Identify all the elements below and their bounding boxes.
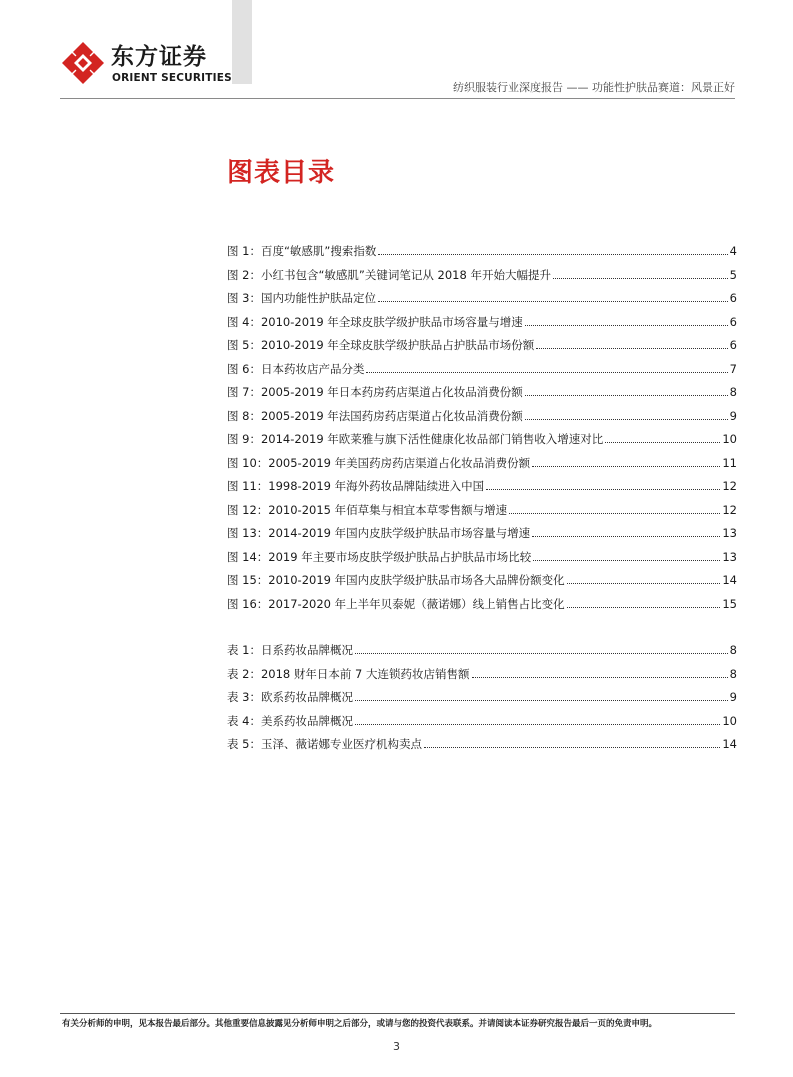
dot-leader [486, 489, 720, 490]
toc-entry-label[interactable]: 图 12：2010-2015 年佰草集与相宜本草零售额与增速 [227, 502, 508, 517]
toc-entry-label[interactable]: 表 2：2018 财年日本前 7 大连锁药妆店销售额 [227, 666, 470, 681]
dot-leader [472, 677, 728, 678]
figure-toc-entry[interactable] [227, 593, 737, 617]
toc-page-number[interactable]: 10 [722, 432, 737, 446]
figure-toc-entry[interactable] [227, 428, 737, 452]
toc-entry-label[interactable]: 表 1：日系药妆品牌概况 [227, 643, 353, 657]
dot-leader [509, 513, 720, 514]
dot-leader [567, 607, 721, 608]
logo-chinese-name: 东方证券 [111, 44, 207, 70]
table-toc-entry[interactable] [227, 733, 737, 757]
dot-leader [532, 536, 720, 537]
toc-page-number[interactable]: 13 [722, 549, 737, 564]
toc-page-number[interactable]: 9 [729, 690, 737, 704]
dot-leader [605, 442, 720, 443]
report-title: 纺织服装行业深度报告 —— 功能性护肤品赛道：风景正好 [453, 81, 735, 94]
orient-logo-mark-icon [60, 40, 106, 86]
dot-leader [525, 419, 728, 420]
toc-entry-label[interactable]: 图 16：2017-2020 年上半年贝泰妮（薇诺娜）线上销售占比变化 [227, 596, 565, 611]
page-title: 图表目录 [227, 158, 336, 188]
dot-leader [355, 653, 728, 654]
logo-english-name: ORIENT SECURITIES [112, 72, 232, 84]
toc-page-number[interactable]: 7 [729, 361, 737, 376]
toc-page-number[interactable]: 6 [729, 338, 737, 352]
toc-page-number[interactable]: 12 [722, 479, 737, 493]
dot-leader [525, 395, 728, 396]
toc-entry-label[interactable]: 图 3：国内功能性护肤品定位 [227, 291, 376, 305]
page-number: 3 [393, 1040, 400, 1053]
toc-entry-label[interactable]: 图 8：2005-2019 年法国药房药店渠道占化妆品消费份额 [227, 408, 523, 423]
toc-page-number[interactable]: 9 [729, 408, 737, 423]
toc-entry-label[interactable]: 图 15：2010-2019 年国内皮肤学级护肤品市场各大品牌份额变化 [227, 573, 565, 587]
toc-entry-label[interactable]: 图 11：1998-2019 年海外药妆品牌陆续进入中国 [227, 479, 485, 493]
toc-page-number[interactable]: 8 [729, 643, 737, 657]
toc-entry-label[interactable]: 表 5：玉泽、薇诺娜专业医疗机构卖点 [227, 737, 422, 751]
figure-toc-entry[interactable] [227, 311, 737, 335]
toc-page-number[interactable]: 5 [729, 267, 737, 282]
figure-toc-entry[interactable] [227, 569, 737, 593]
table-toc-entry[interactable] [227, 710, 737, 734]
figure-toc-entry[interactable] [227, 264, 737, 288]
toc-entry-label[interactable]: 图 7：2005-2019 年日本药房药店渠道占化妆品消费份额 [227, 385, 523, 399]
toc-entry-label[interactable]: 表 3：欧系药妆品牌概况 [227, 690, 353, 704]
figure-toc-entry[interactable] [227, 546, 737, 570]
toc-page-number[interactable]: 10 [722, 713, 737, 728]
table-toc-entry[interactable] [227, 663, 737, 687]
table-toc-entry[interactable] [227, 686, 737, 710]
dot-leader [536, 348, 727, 349]
figure-toc-entry[interactable] [227, 499, 737, 523]
dot-leader [553, 278, 728, 279]
toc-entry-label[interactable]: 图 14：2019 年主要市场皮肤学级护肤品占护肤品市场比较 [227, 549, 532, 564]
toc-page-number[interactable]: 11 [722, 455, 737, 470]
figure-toc-entry[interactable] [227, 381, 737, 405]
table-list [227, 639, 737, 757]
table-toc-entry[interactable] [227, 639, 737, 663]
dot-leader [355, 700, 728, 701]
dot-leader [378, 301, 728, 302]
toc-page-number[interactable]: 12 [722, 502, 737, 517]
toc-entry-label[interactable]: 图 1：百度“敏感肌”搜索指数 [227, 244, 377, 258]
dot-leader [378, 254, 727, 255]
toc-page-number[interactable]: 14 [722, 573, 737, 587]
toc-page-number[interactable]: 15 [722, 596, 737, 611]
dot-leader [355, 724, 720, 725]
dot-leader [567, 583, 721, 584]
figure-toc-entry[interactable] [227, 475, 737, 499]
toc-page-number[interactable]: 14 [722, 737, 737, 751]
toc-page-number[interactable]: 13 [722, 526, 737, 540]
figure-list [227, 240, 737, 616]
footer-divider [60, 1013, 735, 1014]
figure-toc-entry[interactable] [227, 405, 737, 429]
toc-entry-label[interactable]: 图 4：2010-2019 年全球皮肤学级护肤品市场容量与增速 [227, 314, 523, 329]
dot-leader [366, 372, 727, 373]
toc-entry-label[interactable]: 图 5：2010-2019 年全球皮肤学级护肤品占护肤品市场份额 [227, 338, 535, 352]
figure-toc-entry[interactable] [227, 522, 737, 546]
toc-entry-label[interactable]: 图 9：2014-2019 年欧莱雅与旗下活性健康化妆品部门销售收入增速对比 [227, 432, 604, 446]
toc-entry-label[interactable]: 图 10：2005-2019 年美国药房药店渠道占化妆品消费份额 [227, 455, 531, 470]
header-divider [60, 98, 735, 99]
toc-page-number[interactable]: 8 [729, 666, 737, 681]
dot-leader [424, 747, 720, 748]
figure-toc-entry[interactable] [227, 287, 737, 311]
figure-toc-entry[interactable] [227, 452, 737, 476]
toc-page-number[interactable]: 6 [729, 314, 737, 329]
figure-toc-entry[interactable] [227, 334, 737, 358]
toc-page-number[interactable]: 6 [729, 291, 737, 305]
toc-page-number[interactable]: 8 [729, 385, 737, 399]
dot-leader [525, 325, 728, 326]
dot-leader [533, 560, 720, 561]
footer-disclaimer: 有关分析师的申明，见本报告最后部分。其他重要信息披露见分析师申明之后部分，或请与您的投资代表联系。并请阅读本证券研究报告最后一页的免责申明。 [62, 1019, 658, 1029]
figure-toc-entry[interactable] [227, 358, 737, 382]
toc-entry-label[interactable]: 表 4：美系药妆品牌概况 [227, 713, 353, 728]
toc-entry-label[interactable]: 图 13：2014-2019 年国内皮肤学级护肤品市场容量与增速 [227, 526, 531, 540]
orient-securities-logo [60, 40, 240, 90]
dot-leader [532, 466, 720, 467]
toc-entry-label[interactable]: 图 2：小红书包含“敏感肌”关键词笔记从 2018 年开始大幅提升 [227, 267, 551, 282]
toc-entry-label[interactable]: 图 6：日本药妆店产品分类 [227, 361, 365, 376]
figure-toc-entry[interactable] [227, 240, 737, 264]
toc-page-number[interactable]: 4 [729, 244, 737, 258]
